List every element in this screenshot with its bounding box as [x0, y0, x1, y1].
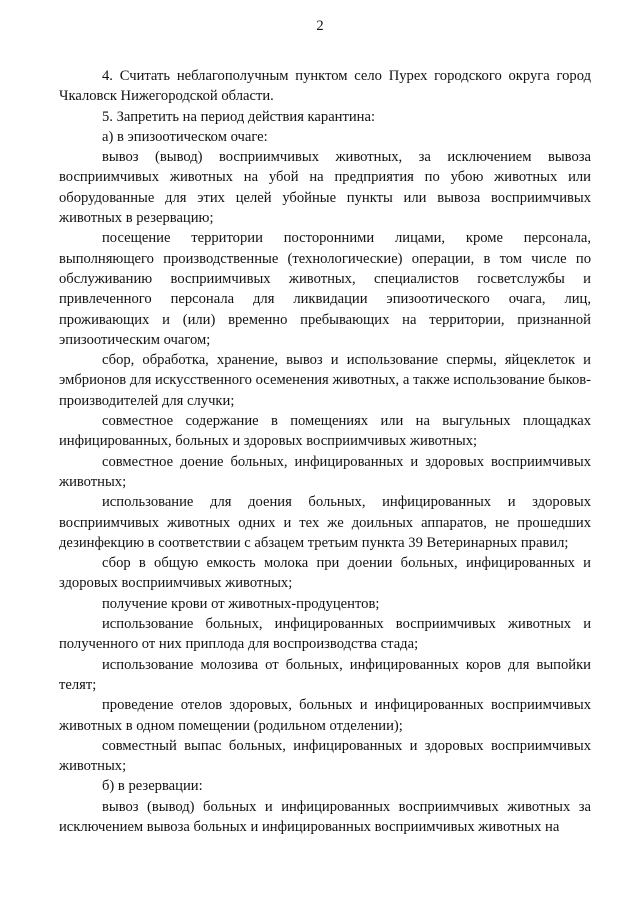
subsection-heading-b: б) в резервации: [102, 778, 203, 795]
prohibition-item: вывоз (вывод) восприимчивых животных, за исключением вывоза восприимчивых животных на убой на предприятия по убою животных или оборудованные для этих целей убойные пункты или вывоза восприимчивых животных в резервацию; [59, 149, 591, 227]
document-body [59, 66, 591, 837]
prohibition-item: совместный выпас больных, инфицированных и здоровых восприимчивых животных; [59, 737, 591, 775]
prohibition-item: проведение отелов здоровых, больных и инфицированных восприимчивых животных в одном помещении (родильном отделении); [59, 697, 591, 734]
prohibition-item: посещение территории посторонними лицами, кроме персонала, выполняющего производственные (технологические) операции, в том числе по обслуживанию восприимчивых животных, специалистов госветслужбы и привлеченного персонала для ликвидации эпизоотического очага, лиц, проживающих и (или) временно пребывающих на территории, признанной эпизоотическим очагом; [59, 230, 591, 348]
prohibition-item: сбор в общую емкость молока при доении больных, инфицированных и здоровых восприимчивых животных; [59, 555, 591, 592]
paragraph-item-5: 5. Запретить на период действия карантина: [102, 108, 376, 125]
paragraph-item-4: 4. Считать неблагополучным пунктом село Пурех городского округа город Чкаловск Нижегородской области. [59, 68, 591, 105]
subsection-heading-a: а) в эпизоотическом очаге: [102, 128, 268, 145]
prohibition-item: вывоз (вывод) больных и инфицированных восприимчивых животных за исключением вывоза больных и инфицированных восприимчивых животных на [59, 798, 591, 835]
prohibition-item: использование больных, инфицированных восприимчивых животных и полученного от них приплода для воспроизводства стада; [59, 616, 591, 653]
prohibition-item: совместное содержание в помещениях или на выгульных площадках инфицированных, больных и здоровых восприимчивых животных; [59, 413, 591, 450]
prohibition-item: получение крови от животных-продуцентов; [102, 595, 380, 612]
prohibition-item: использование для доения больных, инфицированных и здоровых восприимчивых животных одних и тех же доильных аппаратов, не прошедших дезинфекцию в соответствии с абзацем третьим пункта 39 Ветеринарных правил; [59, 494, 591, 551]
prohibition-item: использование молозива от больных, инфицированных коров для выпойки телят; [59, 656, 591, 693]
prohibition-item: сбор, обработка, хранение, вывоз и использование спермы, яйцеклеток и эмбрионов для искусственного осеменения животных, а также использование быков-производителей для случки; [59, 352, 591, 409]
page-number: 2 [316, 18, 324, 34]
prohibition-item: совместное доение больных, инфицированных и здоровых восприимчивых животных; [59, 453, 591, 490]
